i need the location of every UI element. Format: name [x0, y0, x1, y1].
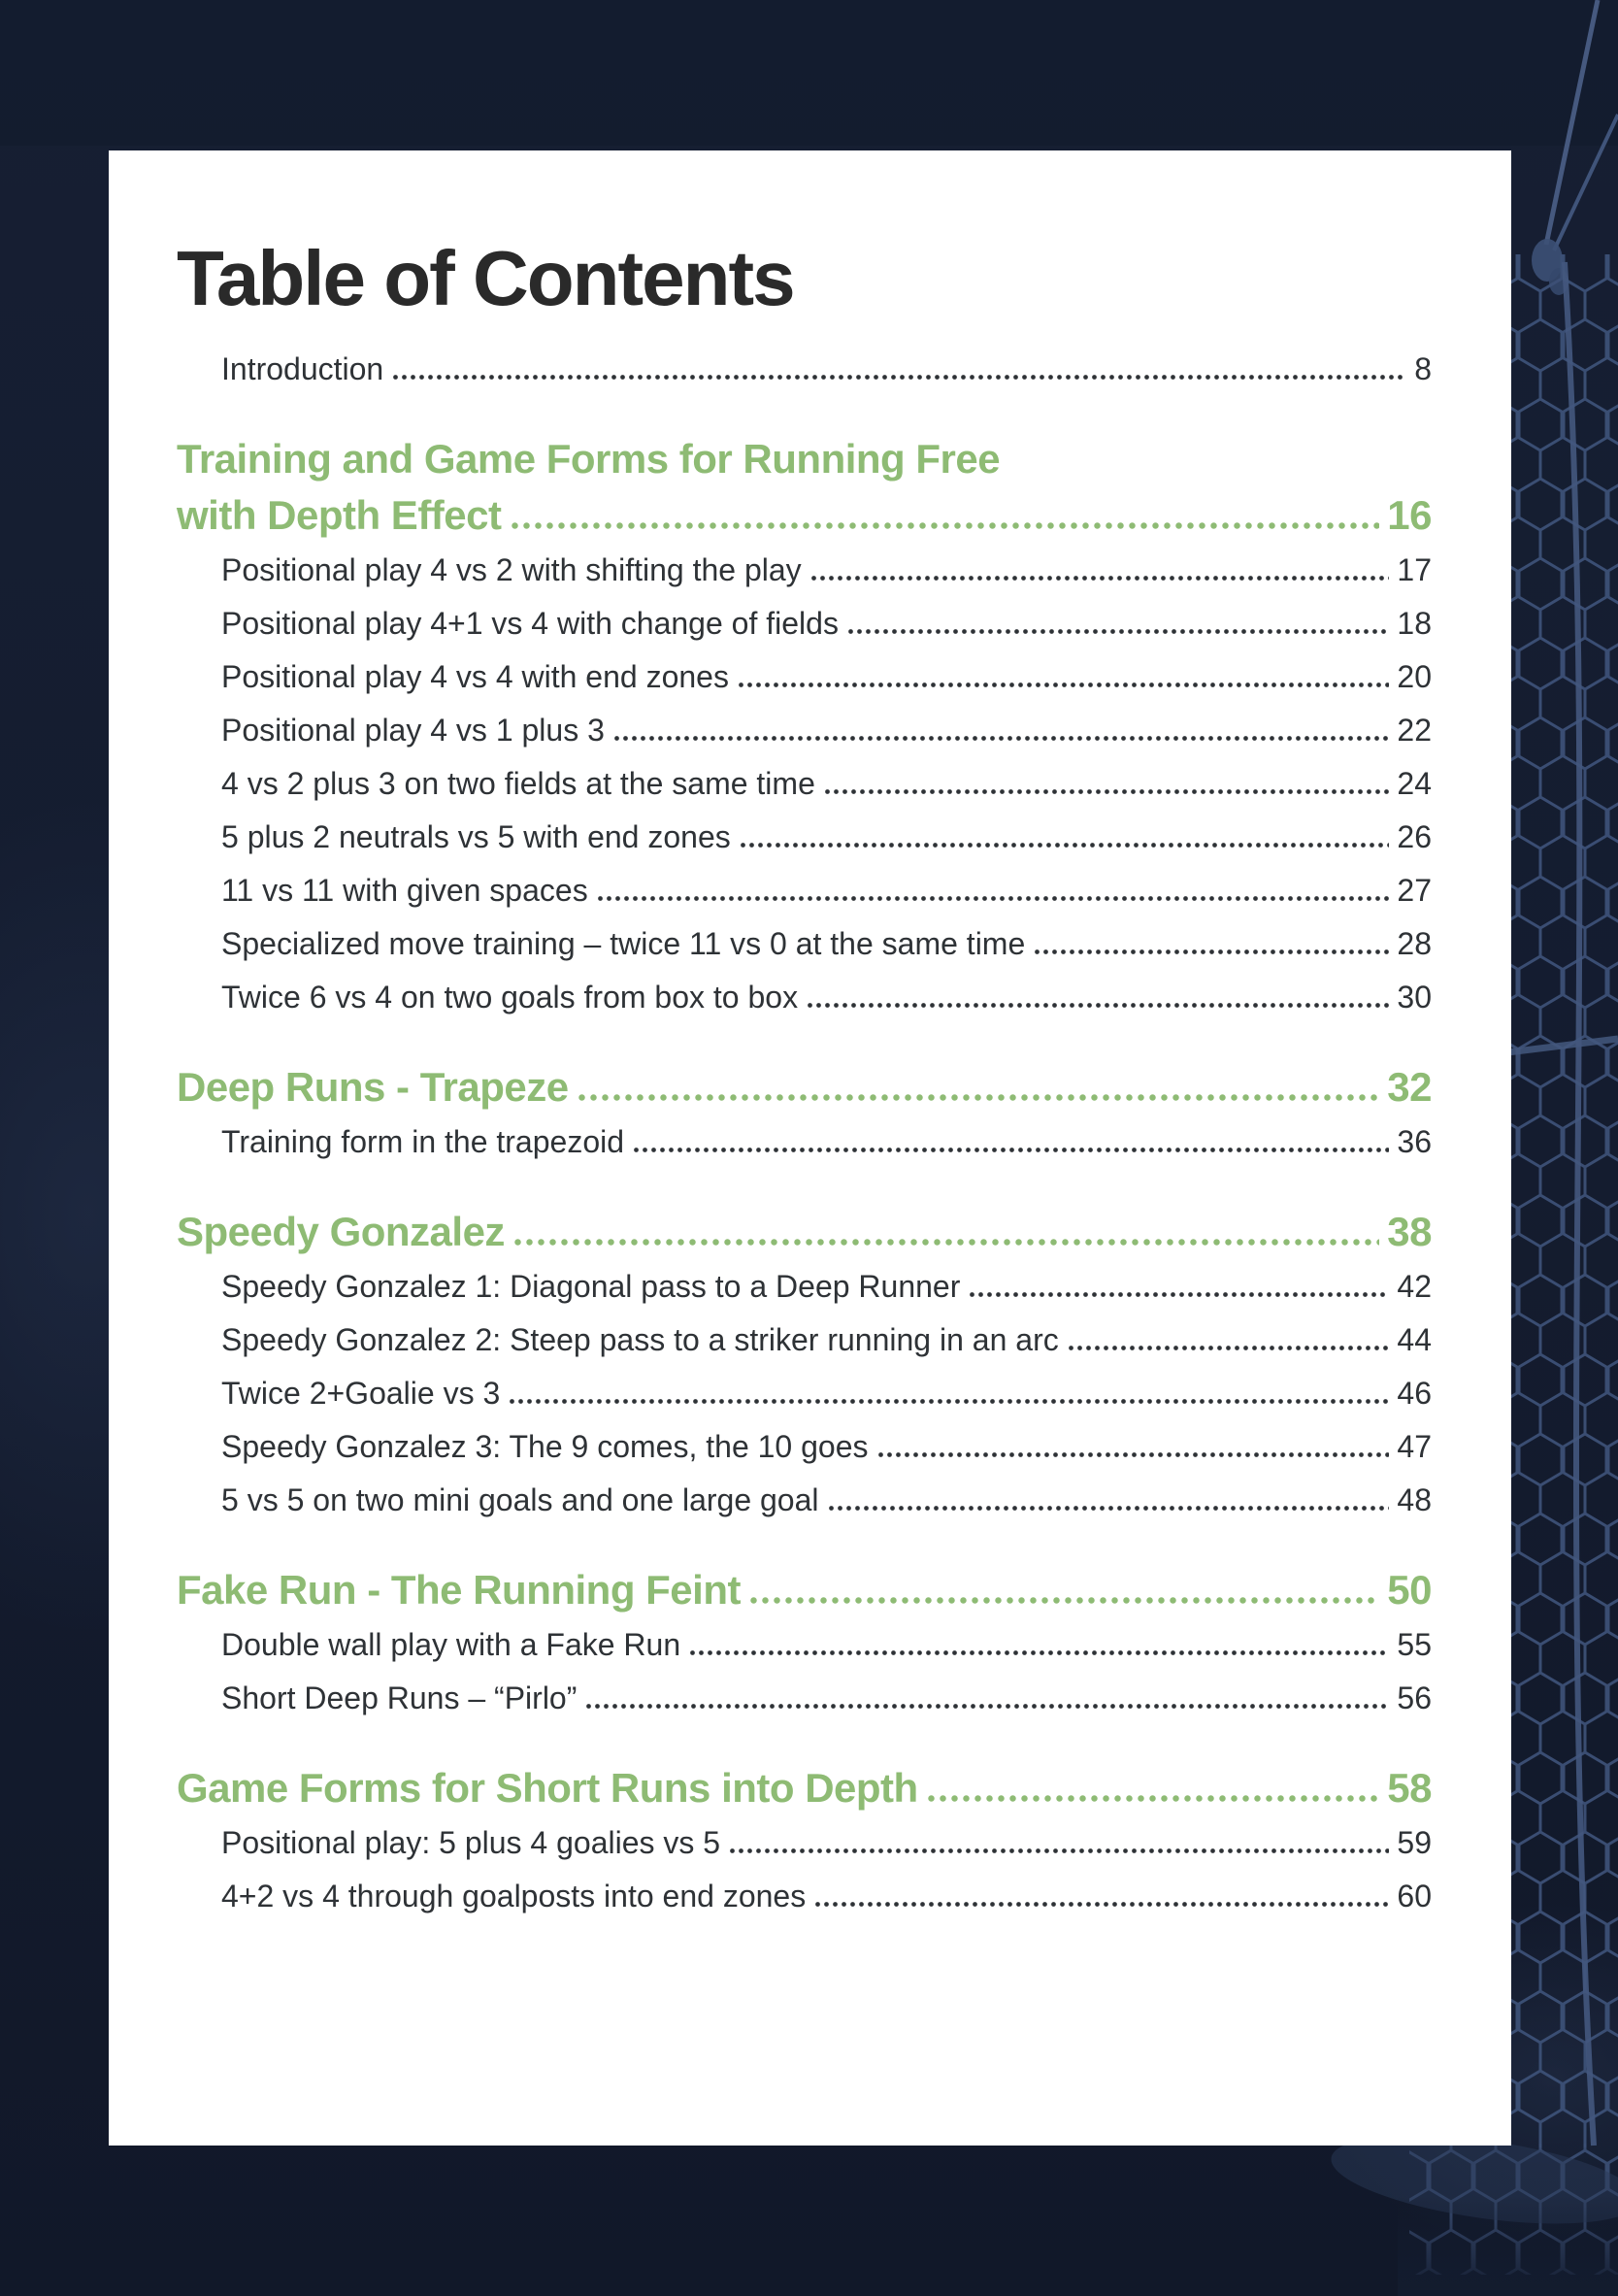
dot-leader: [808, 1003, 1389, 1008]
toc-item-row: [177, 704, 1432, 757]
toc-entry-label: 4+2 vs 4 through goalposts into end zones: [221, 1879, 807, 1913]
toc-item-row: [177, 343, 1432, 396]
dot-leader: [1069, 1346, 1390, 1350]
toc-page: [109, 150, 1511, 2146]
toc-entry-page: 26: [1397, 819, 1432, 854]
dot-leader: [614, 736, 1390, 741]
dot-leader: [970, 1292, 1389, 1297]
toc-item-row: [177, 917, 1432, 971]
toc-entry-label: 5 plus 2 neutrals vs 5 with end zones: [221, 819, 731, 854]
toc-entry-page: 55: [1397, 1627, 1432, 1662]
toc-entry-page: 22: [1397, 713, 1432, 748]
toc-entry-label: Positional play 4 vs 4 with end zones: [221, 659, 729, 694]
dot-leader: [825, 789, 1390, 794]
toc-entry-page: 8: [1414, 351, 1432, 386]
toc-entry-label: Training and Game Forms for Running Free: [177, 436, 1001, 482]
toc-entry-page: 16: [1387, 492, 1432, 538]
toc-entry-label: Speedy Gonzalez: [177, 1209, 505, 1254]
dot-leader: [811, 576, 1390, 581]
toc-entry-page: 30: [1397, 980, 1432, 1015]
toc-item-row: [177, 1474, 1432, 1527]
toc-item-row: [177, 650, 1432, 704]
toc-chapter-row: [177, 1204, 1432, 1260]
dot-leader: [928, 1795, 1380, 1802]
toc-item-row: [177, 1314, 1432, 1367]
toc-item-row: [177, 1260, 1432, 1314]
toc-entry-page: 56: [1397, 1680, 1432, 1715]
toc-entry-label: Speedy Gonzalez 1: Diagonal pass to a Deep Runner: [221, 1269, 961, 1304]
page-title: Table of Contents: [177, 235, 794, 321]
toc-entry-page: 32: [1387, 1064, 1432, 1110]
toc-entry-label: Twice 6 vs 4 on two goals from box to box: [221, 980, 799, 1015]
toc-chapter-row: [177, 1562, 1432, 1618]
toc-list: [177, 343, 1432, 1923]
toc-item-row: [177, 971, 1432, 1024]
toc-item-row: [177, 864, 1432, 917]
toc-entry-page: 28: [1397, 926, 1432, 961]
toc-item-row: [177, 597, 1432, 650]
toc-entry-page: 58: [1387, 1765, 1432, 1811]
toc-entry-label: with Depth Effect: [177, 492, 502, 538]
toc-entry-page: 48: [1397, 1482, 1432, 1517]
toc-item-row: [177, 1618, 1432, 1672]
toc-item-row: [177, 1870, 1432, 1923]
toc-item-row: [177, 1816, 1432, 1870]
toc-entry-page: 20: [1397, 659, 1432, 694]
toc-entry-page: 27: [1397, 873, 1432, 908]
toc-item-row: [177, 1420, 1432, 1474]
toc-chapter-row: [177, 487, 1432, 544]
toc-entry-page: 50: [1387, 1567, 1432, 1613]
toc-entry-label: Twice 2+Goalie vs 3: [221, 1376, 501, 1411]
toc-entry-label: Speedy Gonzalez 3: The 9 comes, the 10 goes: [221, 1429, 869, 1464]
toc-entry-label: Introduction: [221, 351, 384, 386]
dot-leader: [848, 629, 1389, 634]
dot-leader: [730, 1848, 1389, 1853]
toc-chapter-row: [177, 431, 1432, 487]
toc-entry-label: 11 vs 11 with given spaces: [221, 873, 588, 908]
dot-leader: [514, 1239, 1379, 1246]
toc-entry-label: Specialized move training – twice 11 vs 0 at the same time: [221, 926, 1026, 961]
toc-item-row: [177, 544, 1432, 597]
dot-leader: [634, 1148, 1389, 1152]
dot-leader: [598, 896, 1390, 901]
toc-entry-page: 18: [1397, 606, 1432, 641]
dot-leader: [393, 375, 1406, 380]
toc-entry-page: 17: [1397, 552, 1432, 587]
toc-entry-page: 42: [1397, 1269, 1432, 1304]
toc-item-row: [177, 1367, 1432, 1420]
toc-entry-label: Positional play: 5 plus 4 goalies vs 5: [221, 1825, 721, 1860]
toc-entry-label: Training form in the trapezoid: [221, 1124, 625, 1159]
dot-leader: [878, 1452, 1390, 1457]
dot-leader: [739, 682, 1389, 687]
toc-entry-page: 36: [1397, 1124, 1432, 1159]
toc-chapter-row: [177, 1760, 1432, 1816]
toc-entry-page: 59: [1397, 1825, 1432, 1860]
toc-entry-label: Positional play 4+1 vs 4 with change of fields: [221, 606, 839, 641]
dot-leader: [510, 1399, 1389, 1404]
toc-item-row: [177, 811, 1432, 864]
dot-leader: [829, 1506, 1390, 1511]
toc-entry-label: Positional play 4 vs 2 with shifting the play: [221, 552, 802, 587]
toc-entry-label: Short Deep Runs – “Pirlo”: [221, 1680, 578, 1715]
toc-item-row: [177, 1672, 1432, 1725]
toc-entry-label: 4 vs 2 plus 3 on two fields at the same time: [221, 766, 815, 801]
toc-entry-page: 46: [1397, 1376, 1432, 1411]
toc-entry-page: 24: [1397, 766, 1432, 801]
toc-entry-label: Speedy Gonzalez 2: Steep pass to a striker running in an arc: [221, 1322, 1059, 1357]
toc-entry-page: 60: [1397, 1879, 1432, 1913]
dot-leader: [512, 522, 1380, 529]
toc-entry-page: 38: [1387, 1209, 1432, 1254]
toc-entry-label: Deep Runs - Trapeze: [177, 1064, 569, 1110]
stadium-stand-band: [0, 0, 1618, 146]
toc-entry-label: Fake Run - The Running Feint: [177, 1567, 741, 1613]
toc-entry-label: Double wall play with a Fake Run: [221, 1627, 681, 1662]
toc-entry-label: 5 vs 5 on two mini goals and one large goal: [221, 1482, 819, 1517]
toc-entry-label: Game Forms for Short Runs into Depth: [177, 1765, 918, 1811]
dot-leader: [578, 1094, 1380, 1101]
toc-entry-label: Positional play 4 vs 1 plus 3: [221, 713, 605, 748]
dot-leader: [741, 843, 1390, 848]
toc-chapter-row: [177, 1059, 1432, 1115]
toc-entry-page: 47: [1397, 1429, 1432, 1464]
dot-leader: [690, 1650, 1389, 1655]
toc-item-row: [177, 757, 1432, 811]
dot-leader: [750, 1597, 1379, 1604]
toc-entry-page: 44: [1397, 1322, 1432, 1357]
dot-leader: [586, 1704, 1389, 1709]
dot-leader: [1035, 949, 1389, 954]
dot-leader: [815, 1902, 1389, 1907]
toc-item-row: [177, 1115, 1432, 1169]
